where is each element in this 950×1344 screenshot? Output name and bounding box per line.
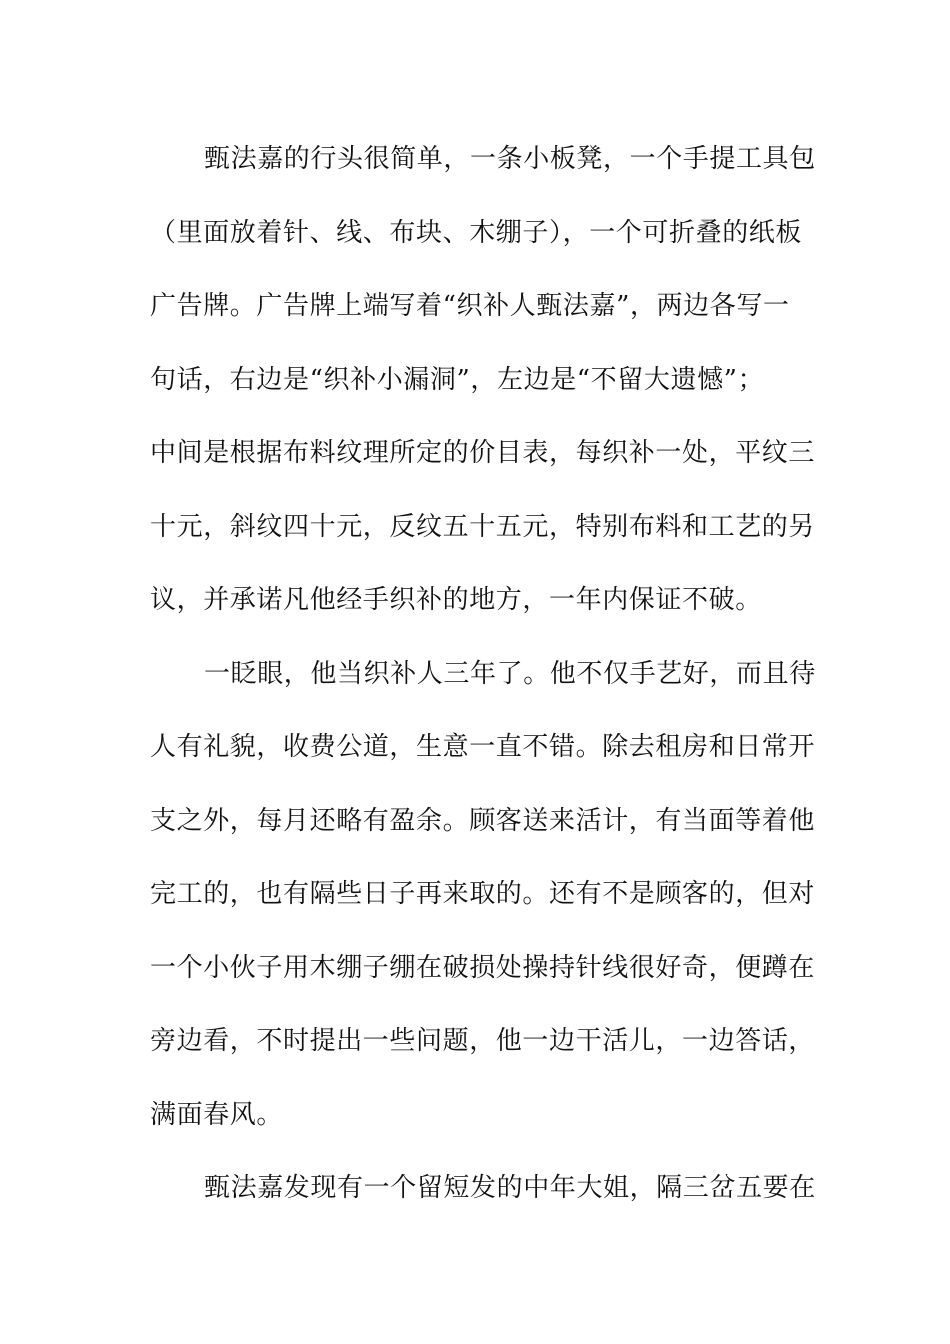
text-line: 完工的，也有隔些日子再来取的。还有不是顾客的，但对 [150, 879, 816, 909]
text-line: （里面放着针、线、布块、木绷子），一个可折叠的纸板 [150, 217, 803, 248]
body-text [150, 123, 816, 1226]
text-line: 支之外，每月还略有盈余。顾客送来活计，有当面等着他 [150, 805, 816, 836]
text-line-paragraph-start: 甄法嘉的行头很简单，一条小板凳，一个手提工具包 [204, 144, 816, 174]
text-line: 一个小伙子用木绷子绷在破损处操持针线很好奇，便蹲在 [150, 952, 816, 983]
text-line: 中间是根据布料纹理所定的价目表，每织补一处，平纹三 [150, 438, 816, 468]
text-line: 句话，右边是“织补小漏洞”，左边是“不留大遗憾”； [150, 364, 765, 395]
text-line-paragraph-start: 一眨眼，他当织补人三年了。他不仅手艺好，而且待 [204, 658, 816, 689]
text-line: 满面春风。 [150, 1099, 284, 1130]
text-line-paragraph-start: 甄法嘉发现有一个留短发的中年大姐，隔三岔五要在 [204, 1173, 816, 1203]
text-line: 十元，斜纹四十元，反纹五十五元，特别布料和工艺的另 [150, 511, 816, 542]
text-line: 议，并承诺凡他经手织补的地方，一年内保证不破。 [150, 585, 762, 615]
text-line: 广告牌。广告牌上端写着“织补人甄法嘉”，两边各写一 [150, 291, 790, 321]
text-line: 旁边看，不时提出一些问题，他一边干活儿，一边答话， [150, 1026, 816, 1056]
text-line: 人有礼貌，收费公道，生意一直不错。除去租房和日常开 [150, 732, 816, 762]
